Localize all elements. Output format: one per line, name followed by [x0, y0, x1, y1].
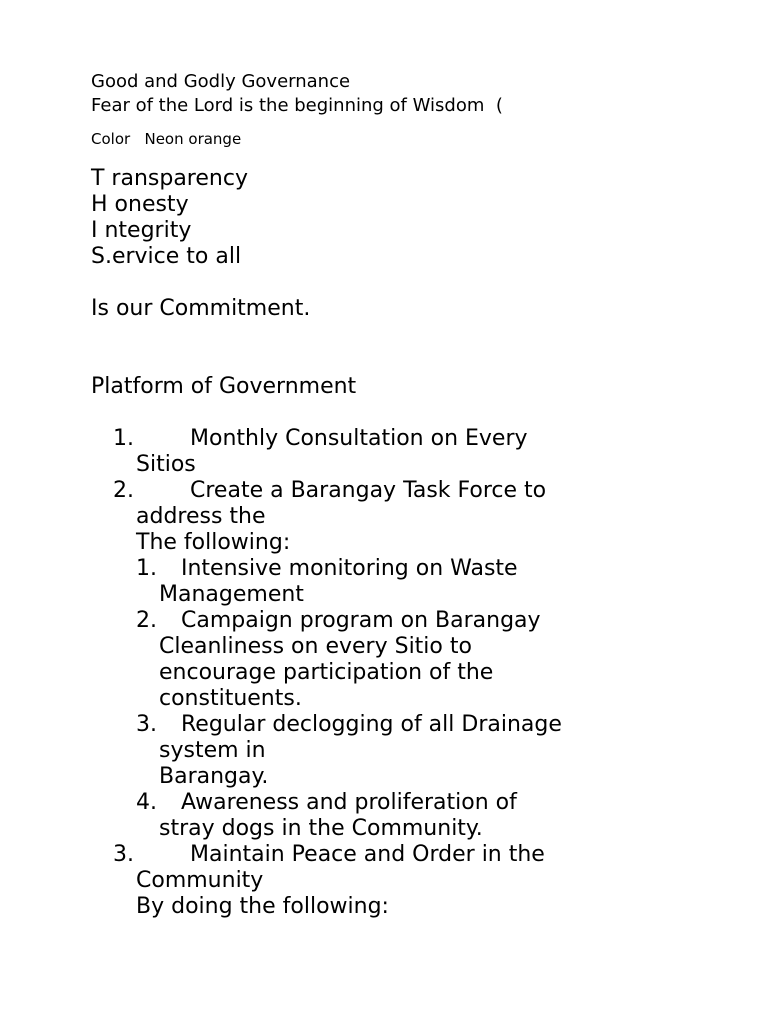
sublist-item-text: Awareness and proliferation of	[181, 790, 517, 815]
sublist-item-text-continued: encourage participation of the	[159, 660, 494, 685]
list-item-text: Maintain Peace and Order in the	[190, 842, 545, 867]
sublist-item-number: 1.	[136, 556, 157, 581]
sublist-item-text: Regular declogging of all Drainage	[181, 712, 562, 737]
list-item-text-continued: address the	[136, 504, 266, 529]
sublist-item-text-continued: Management	[159, 582, 304, 607]
list-item-number: 2.	[113, 478, 134, 503]
sublist-item-text-continued: stray dogs in the Community.	[159, 816, 483, 841]
color-line	[91, 132, 241, 147]
header-title-line-2: Fear of the Lord is the beginning of Wisdom (	[91, 95, 503, 116]
list-item-text: Create a Barangay Task Force to	[190, 478, 547, 503]
header-title-line-1: Good and Godly Governance	[91, 71, 351, 92]
acronym-line-service: S.ervice to all	[91, 244, 242, 269]
sublist-item-text: Intensive monitoring on Waste	[181, 556, 518, 581]
list-item-text-continued: Sitios	[136, 452, 196, 477]
list-item-text-continued: Community	[136, 868, 264, 893]
sublist-item-text-continued: Barangay.	[159, 764, 269, 789]
list-item-text-continued: By doing the following:	[136, 894, 389, 919]
list-item-number: 3.	[113, 842, 134, 867]
sublist-item-text: Campaign program on Barangay	[181, 608, 541, 633]
list-item-number: 1.	[113, 426, 134, 451]
list-item-text-continued: The following:	[136, 530, 291, 555]
sublist-item-text-continued: Cleanliness on every Sitio to	[159, 634, 472, 659]
color-value: Neon orange	[144, 130, 242, 148]
commitment-statement: Is our Commitment.	[91, 296, 311, 321]
sublist-item-number: 2.	[136, 608, 157, 633]
sublist-item-number: 3.	[136, 712, 157, 737]
platform-title: Platform of Government	[91, 374, 357, 399]
acronym-line-honesty: H onesty	[91, 192, 189, 217]
acronym-line-integrity: I ntegrity	[91, 218, 192, 243]
sublist-item-number: 4.	[136, 790, 157, 815]
sublist-item-text-continued: constituents.	[159, 686, 302, 711]
sublist-item-text-continued: system in	[159, 738, 266, 763]
acronym-line-transparency: T ransparency	[91, 166, 248, 191]
color-label: Color	[91, 130, 131, 148]
list-item-text: Monthly Consultation on Every	[190, 426, 528, 451]
